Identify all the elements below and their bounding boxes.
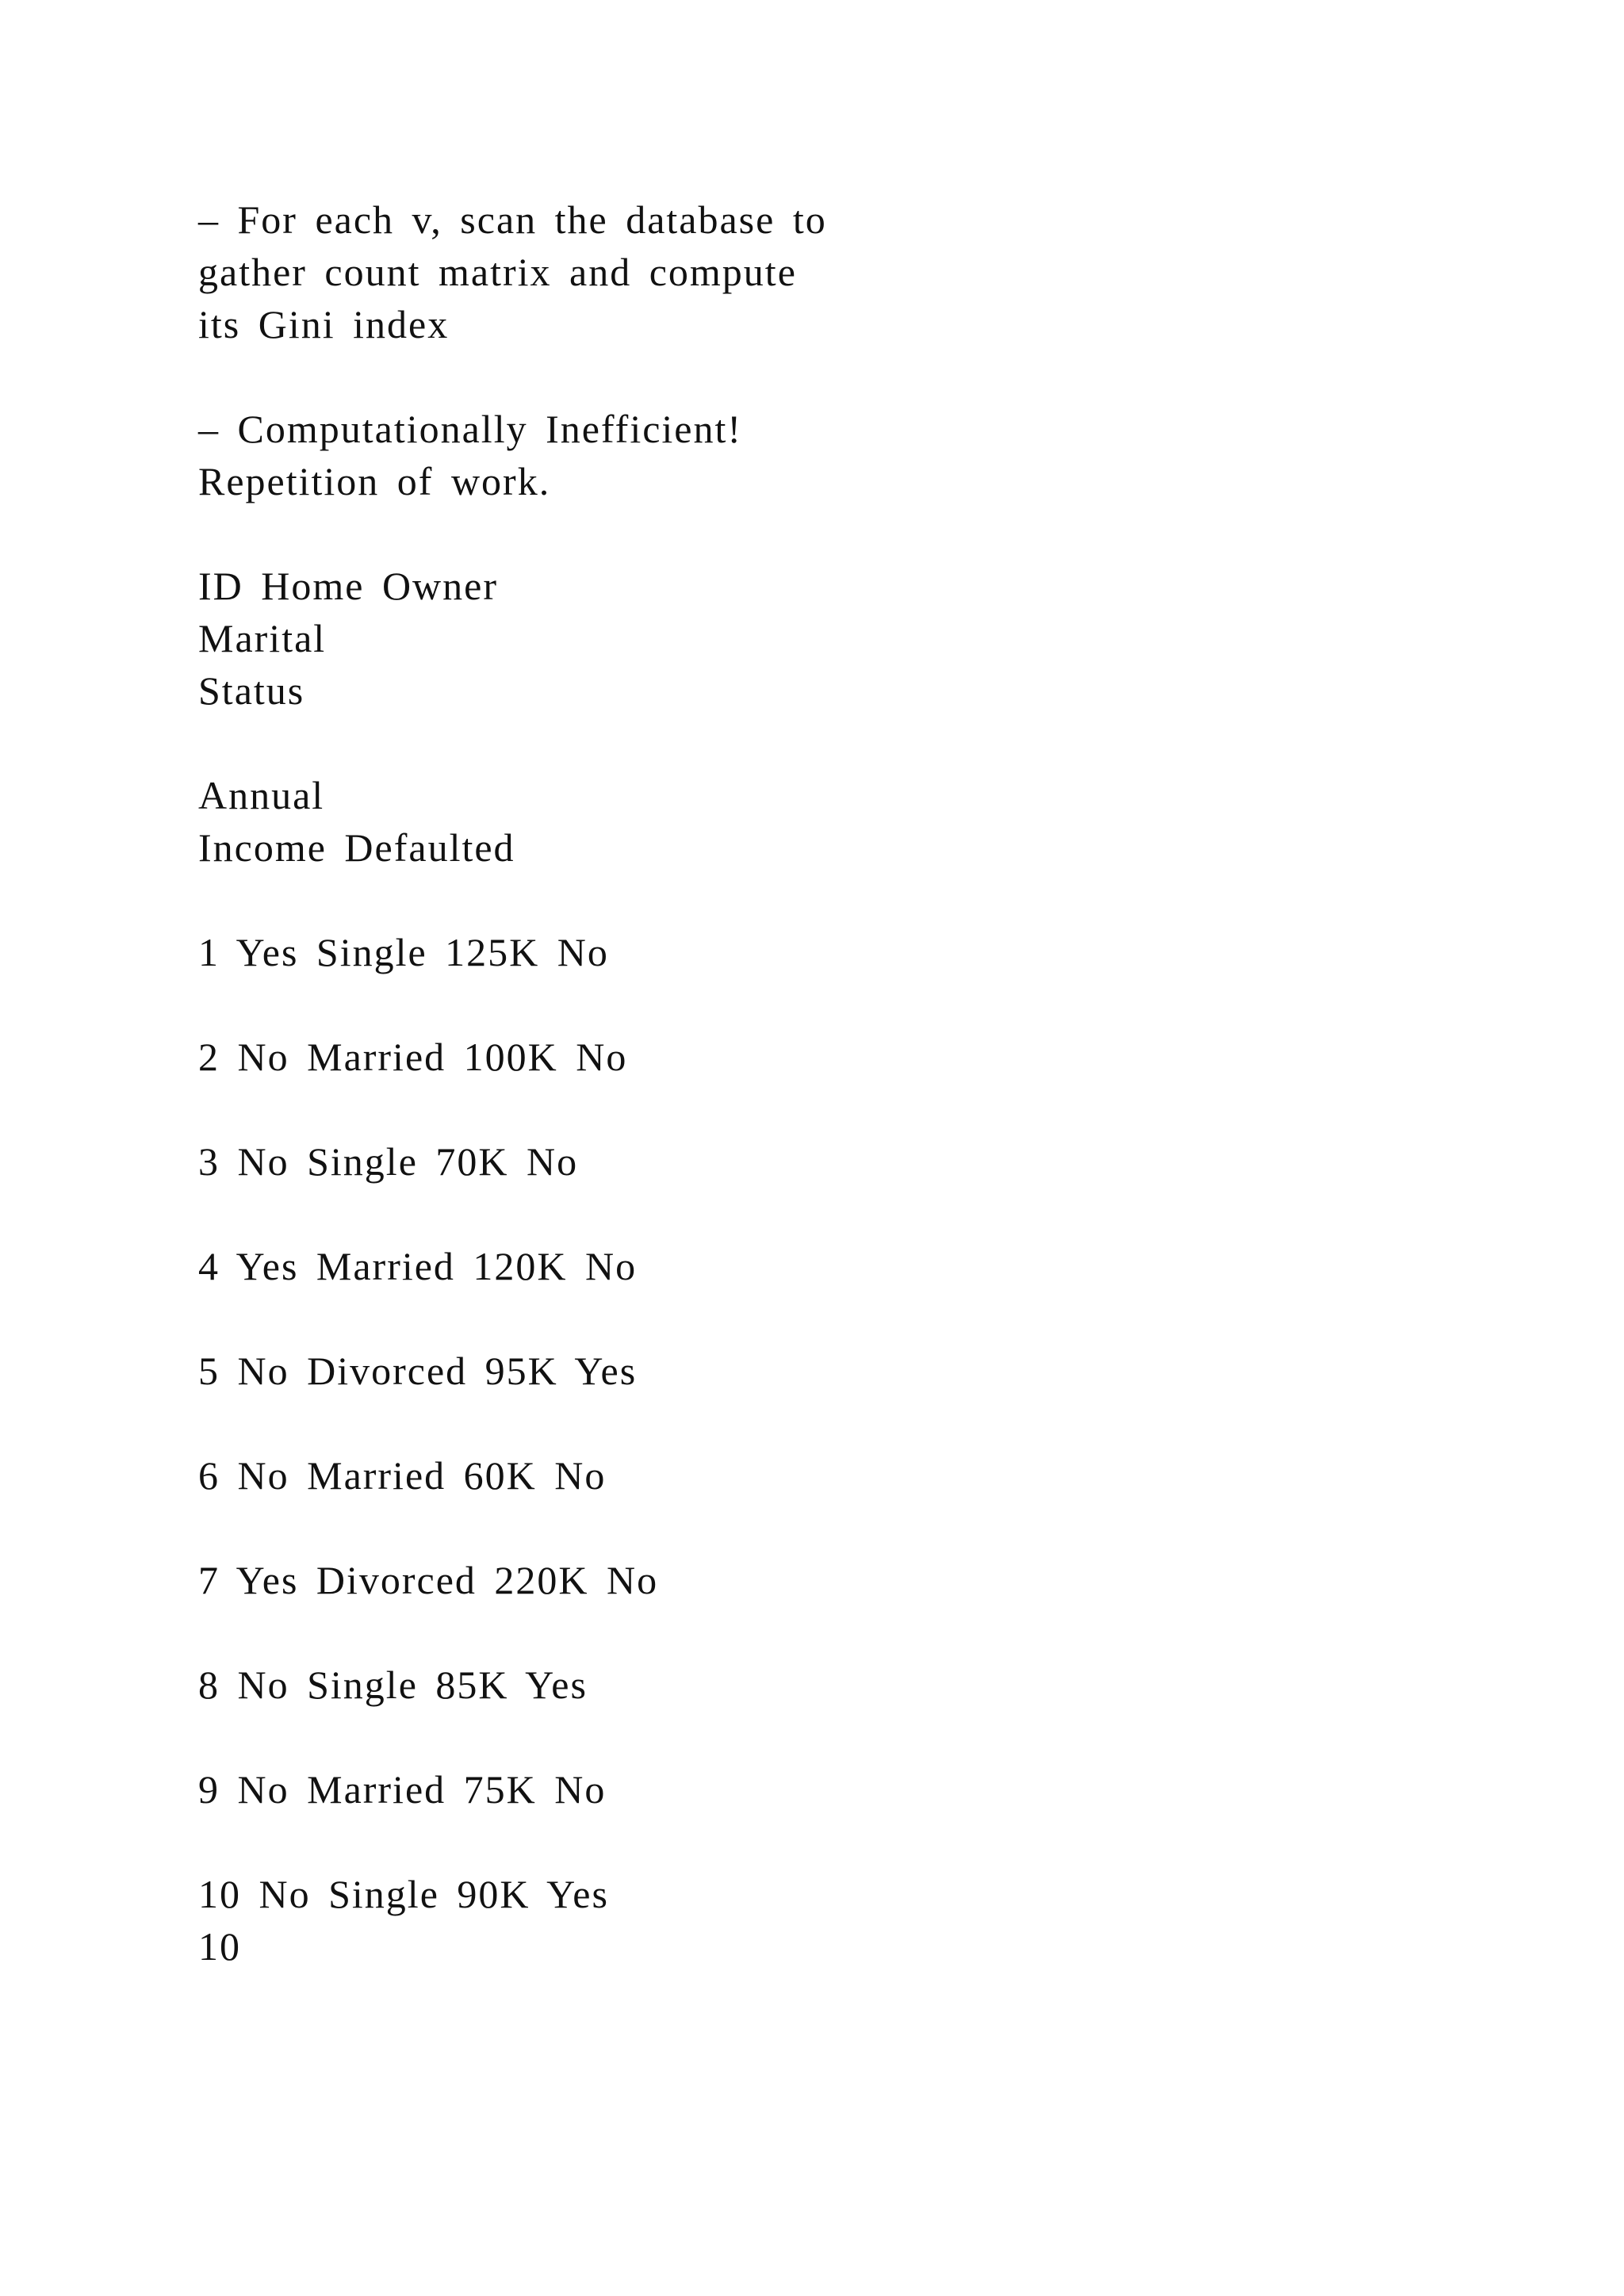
text-line: ID Home Owner [198, 564, 499, 608]
table-row [198, 1449, 1467, 1502]
table-row [198, 1031, 1467, 1083]
paragraph-scan-database [198, 193, 1467, 350]
trailing-number: 10 [198, 1924, 241, 1969]
text-line: its Gini index [198, 302, 450, 346]
text-line: Status [198, 668, 305, 713]
table-header-part-2 [198, 769, 1467, 874]
table-row [198, 1659, 1467, 1711]
table-header-part-1 [198, 560, 1467, 717]
text-line: gather count matrix and compute [198, 250, 797, 294]
row-text: 9 No Married 75K No [198, 1767, 607, 1812]
row-text: 5 No Divorced 95K Yes [198, 1349, 638, 1393]
document-body [198, 193, 1467, 1973]
table-row [198, 1554, 1467, 1606]
row-text: 2 No Married 100K No [198, 1035, 628, 1079]
text-line: Income Defaulted [198, 825, 515, 870]
row-text: 3 No Single 70K No [198, 1139, 579, 1184]
text-line: Marital [198, 616, 327, 660]
row-text: 10 No Single 90K Yes [198, 1872, 609, 1916]
text-line: Repetition of work. [198, 459, 551, 503]
table-row [198, 926, 1467, 978]
table-row [198, 1135, 1467, 1188]
row-text: 6 No Married 60K No [198, 1453, 607, 1498]
table-row [198, 1868, 1467, 1973]
row-text: 8 No Single 85K Yes [198, 1663, 588, 1707]
text-line: Annual [198, 773, 325, 817]
row-text: 7 Yes Divorced 220K No [198, 1558, 659, 1602]
paragraph-inefficient [198, 403, 1467, 507]
table-row [198, 1345, 1467, 1397]
text-line: – Computationally Inefficient! [198, 407, 743, 451]
text-line: – For each v, scan the database to [198, 197, 827, 242]
row-text: 4 Yes Married 120K No [198, 1244, 638, 1288]
table-row [198, 1240, 1467, 1292]
row-text: 1 Yes Single 125K No [198, 930, 609, 974]
table-row [198, 1763, 1467, 1816]
